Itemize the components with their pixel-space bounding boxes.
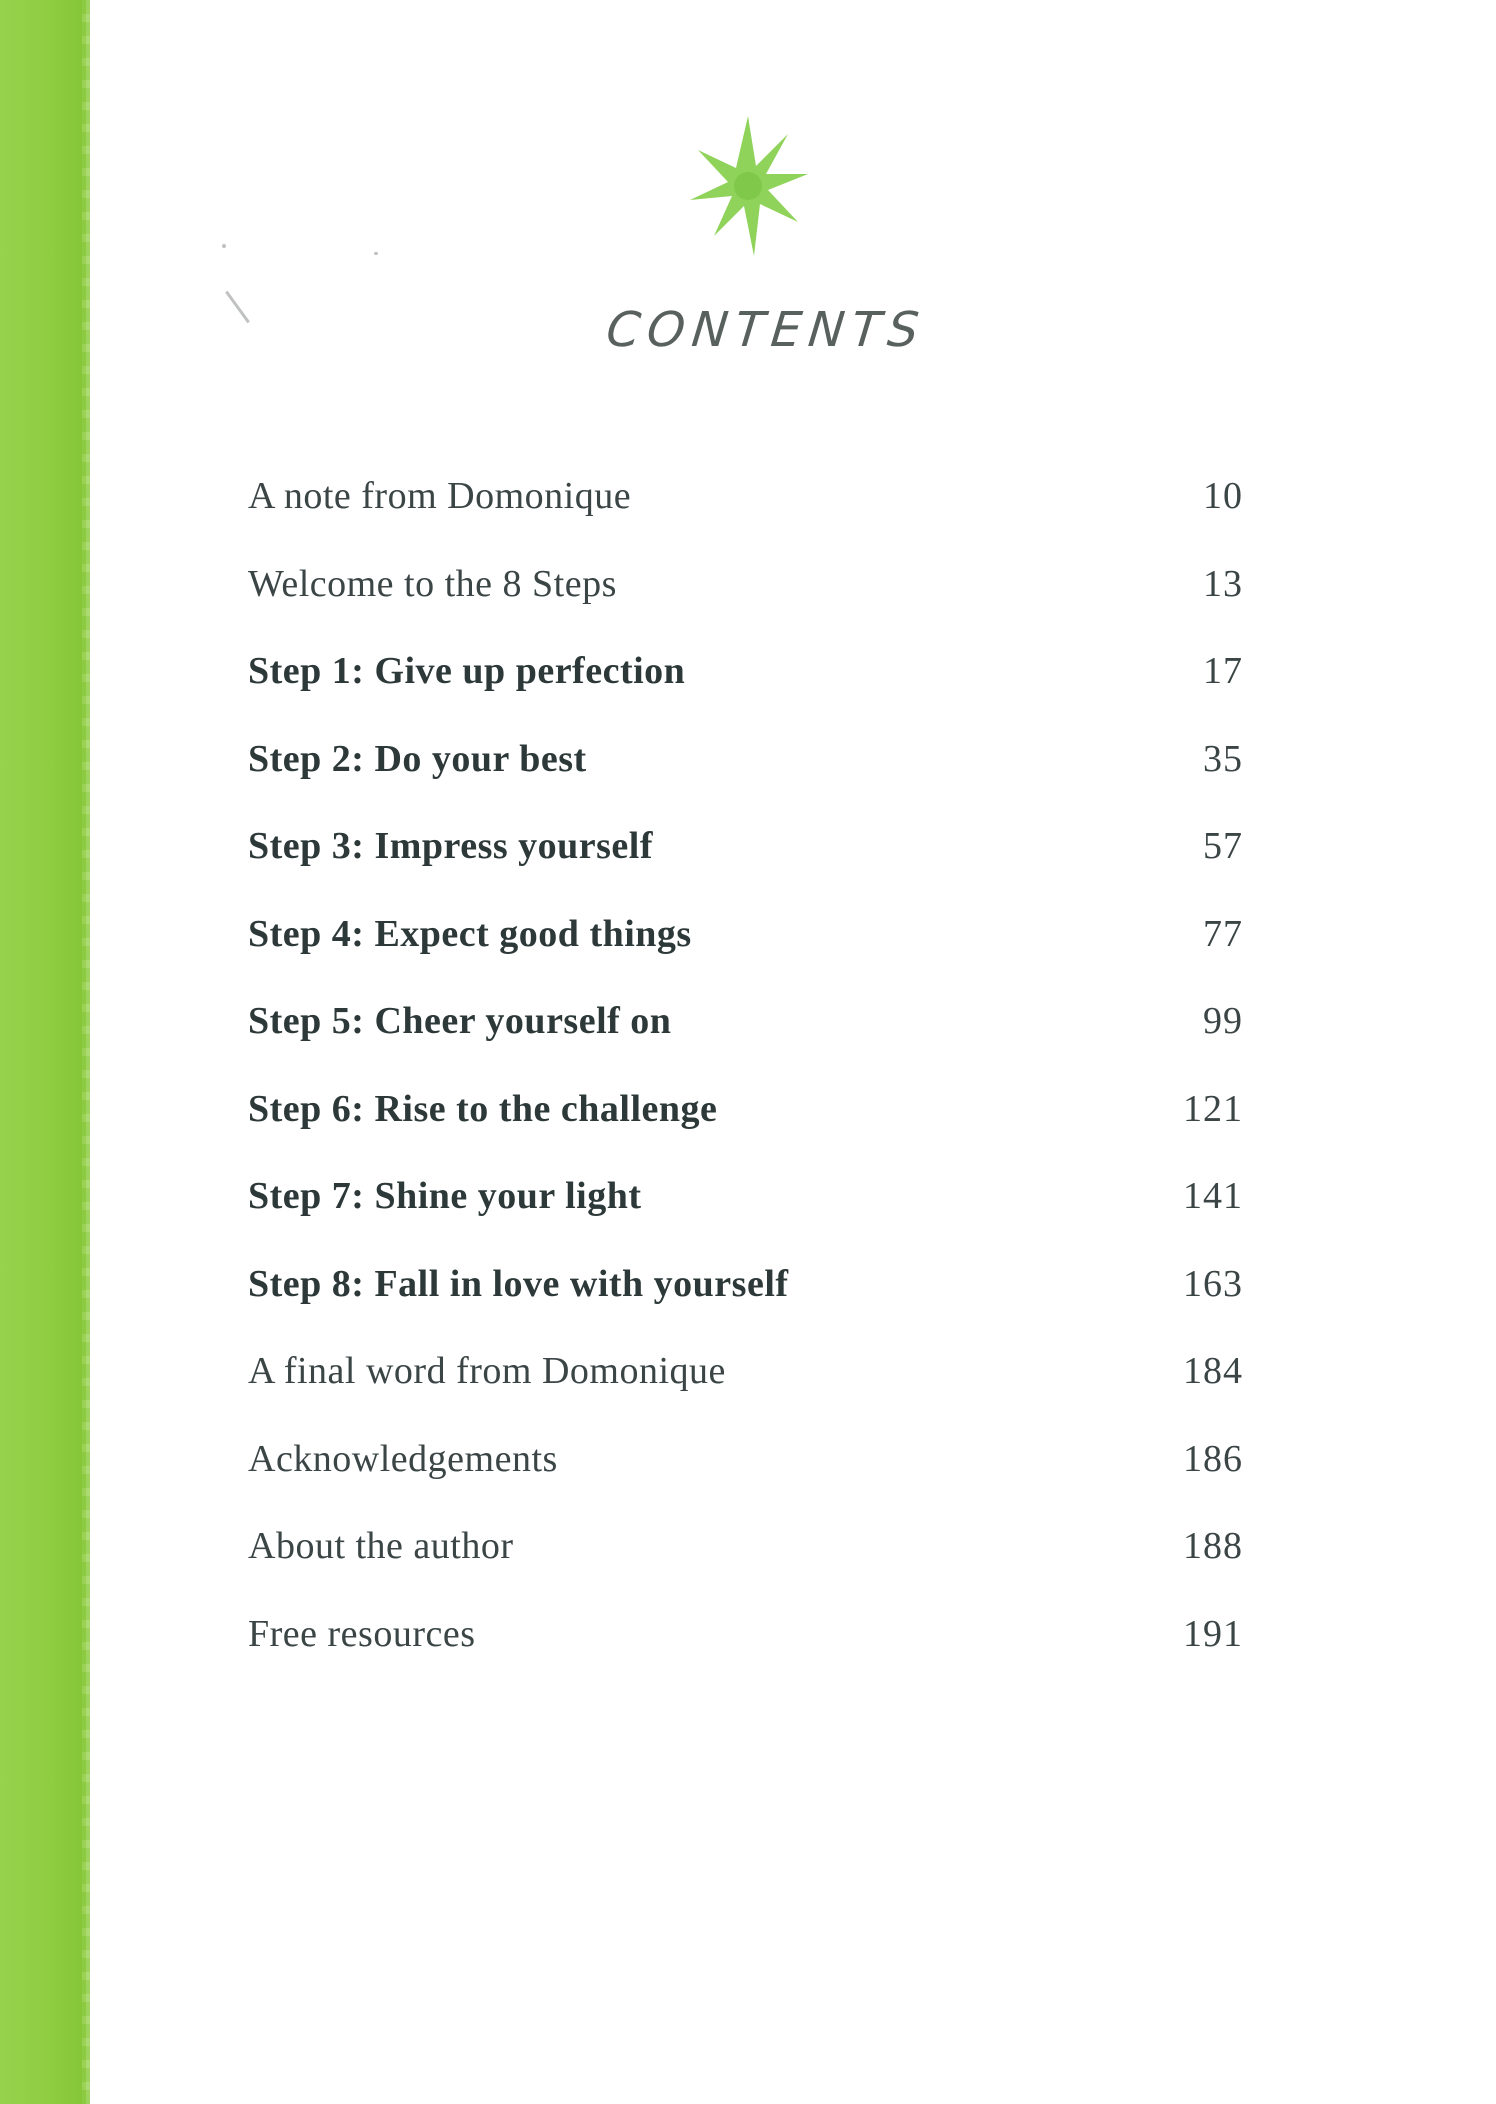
scan-mark [222,244,226,248]
toc-entry-title: Free resources [248,1612,476,1655]
toc-entry-title: Welcome to the 8 Steps [248,562,617,605]
toc-entry [248,912,1243,1000]
toc-entry-page-number: 186 [1183,1437,1243,1480]
toc-entry-title: Step 5: Cheer yourself on [248,1000,672,1042]
toc-entry-title: Step 2: Do your best [248,737,587,780]
toc-entry-page-number: 121 [1183,1087,1243,1130]
toc-entry-page-number: 99 [1203,1000,1243,1042]
toc-entry-page-number: 13 [1203,562,1243,605]
toc-entry [248,737,1243,825]
scan-mark [374,252,378,255]
toc-entry-page-number: 163 [1183,1262,1243,1305]
toc-entry-page-number: 191 [1183,1612,1243,1655]
toc-entry [248,999,1243,1087]
toc-entry-title: Step 8: Fall in love with yourself [248,1262,789,1305]
toc-entry-page-number: 35 [1203,737,1243,780]
toc-entry-title: Step 3: Impress yourself [248,825,654,867]
toc-entry-page-number: 17 [1203,650,1243,692]
toc-entry [248,649,1243,737]
toc-entry-title: About the author [248,1525,514,1567]
table-of-contents [248,474,1243,1699]
toc-entry-page-number: 188 [1183,1525,1243,1567]
toc-entry-title: Step 6: Rise to the challenge [248,1087,718,1130]
toc-entry [248,1524,1243,1612]
toc-entry-title: Step 4: Expect good things [248,912,692,955]
toc-entry-title: A note from Domonique [248,475,632,517]
toc-entry [248,474,1243,562]
toc-entry-page-number: 57 [1203,825,1243,867]
toc-entry [248,1174,1243,1262]
page-title: CONTENTS [603,302,929,358]
green-star-icon [686,116,810,258]
toc-entry-page-number: 77 [1203,912,1243,955]
toc-entry [248,1349,1243,1437]
toc-entry [248,824,1243,912]
toc-entry-page-number: 141 [1183,1175,1243,1217]
toc-entry-title: Acknowledgements [248,1437,558,1480]
toc-entry [248,1612,1243,1700]
toc-entry [248,1262,1243,1350]
toc-entry-page-number: 10 [1203,475,1243,517]
toc-entry-title: A final word from Domonique [248,1350,726,1392]
toc-entry-title: Step 1: Give up perfection [248,650,686,692]
toc-entry [248,1087,1243,1175]
toc-entry [248,562,1243,650]
toc-entry-title: Step 7: Shine your light [248,1175,642,1217]
toc-entry [248,1437,1243,1525]
toc-entry-page-number: 184 [1183,1350,1243,1392]
